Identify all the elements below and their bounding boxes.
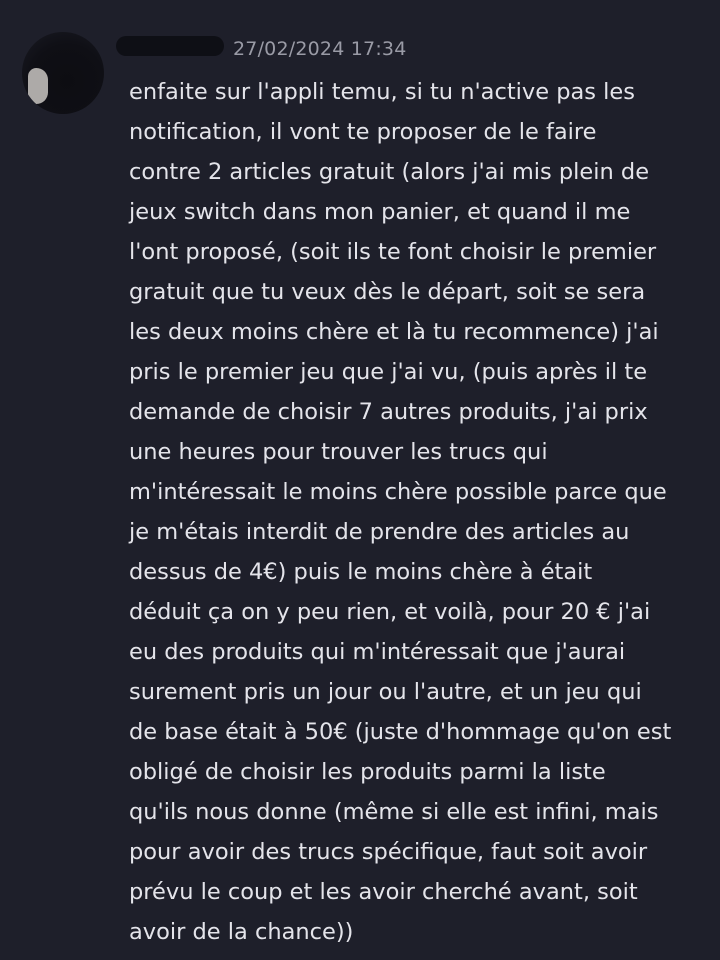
message-line: les deux moins chère et là tu recommence) j'ai (129, 319, 659, 345)
message-line: m'intéressait le moins chère possible parce que (129, 479, 667, 505)
avatar-face (28, 68, 48, 104)
message-line: obligé de choisir les produits parmi la liste (129, 759, 606, 785)
message-line: je m'étais interdit de prendre des articles au (129, 519, 630, 545)
message-line: dessus de 4€) puis le moins chère à était (129, 559, 593, 585)
message-line: gratuit que tu veux dès le départ, soit se sera (129, 279, 646, 305)
avatar[interactable] (22, 32, 104, 114)
message-line: déduit ça on y peu rien, et voilà, pour 20 € j'ai (129, 599, 651, 625)
message-line: surement pris un jour ou l'autre, et un jeu qui (129, 679, 642, 705)
message-line: eu des produits qui m'intéressait que j'aurai (129, 639, 626, 665)
message-line: pris le premier jeu que j'ai vu, (puis après il te (129, 359, 648, 385)
message-line: de base était à 50€ (juste d'hommage qu'on est (129, 719, 672, 745)
message-line: une heures pour trouver les trucs qui (129, 439, 548, 465)
message-line: enfaite sur l'appli temu, si tu n'active pas les (129, 79, 635, 105)
message-line: contre 2 articles gratuit (alors j'ai mis plein de (129, 159, 650, 185)
message-line: l'ont proposé, (soit ils te font choisir le premier (129, 239, 657, 265)
author-name-redacted[interactable] (116, 36, 224, 56)
message-timestamp: 27/02/2024 17:34 (233, 38, 407, 60)
message-line: demande de choisir 7 autres produits, j'ai prix (129, 399, 648, 425)
message-line: avoir de la chance)) (129, 919, 354, 945)
message-line: pour avoir des trucs spécifique, faut soit avoir (129, 839, 648, 865)
message-body (129, 72, 671, 952)
message-line: prévu le coup et les avoir cherché avant, soit (129, 879, 638, 905)
message-line: jeux switch dans mon panier, et quand il me (129, 199, 631, 225)
message-line: qu'ils nous donne (même si elle est infini, mais (129, 799, 659, 825)
message-line: notification, il vont te proposer de le faire (129, 119, 597, 145)
